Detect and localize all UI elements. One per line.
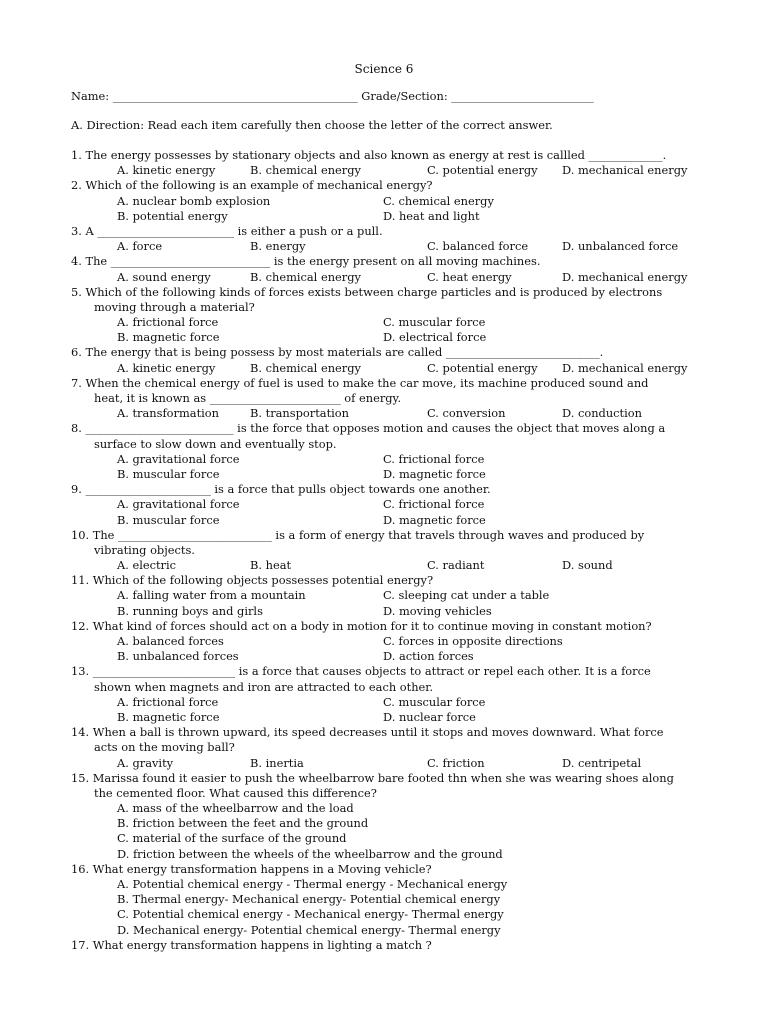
answer-choice: A. nuclear bomb explosion bbox=[117, 193, 271, 208]
question-list bbox=[0, 148, 768, 953]
question-text: 5. Which of the following kinds of forces exists between charge particles and is produced by electrons bbox=[71, 284, 663, 299]
question-item bbox=[0, 345, 768, 375]
question-text: 4. The ____________________________ is the energy present on all moving machines. bbox=[71, 254, 541, 269]
choice-row bbox=[0, 923, 768, 938]
choice-row bbox=[0, 877, 768, 892]
question-item bbox=[0, 376, 768, 422]
question-item bbox=[0, 725, 768, 771]
direction-text: A. Direction: Read each item carefully then choose the letter of the correct answer. bbox=[71, 118, 553, 132]
question-text: 12. What kind of forces should act on a body in motion for it to continue moving in constant motion? bbox=[71, 618, 652, 633]
question-item bbox=[0, 224, 768, 254]
answer-choice: A. force bbox=[117, 239, 163, 254]
answer-choice: B. transportation bbox=[250, 406, 349, 421]
answer-choice: B. Thermal energy- Mechanical energy- Potential chemical energy bbox=[117, 892, 501, 907]
answer-choice: D. action forces bbox=[383, 649, 474, 664]
choice-row bbox=[0, 361, 768, 376]
answer-choice: A. falling water from a mountain bbox=[117, 588, 306, 603]
answer-choice: B. magnetic force bbox=[117, 709, 220, 724]
choice-row bbox=[0, 756, 768, 771]
question-text: 3. A ________________________ is either a push or a pull. bbox=[71, 223, 383, 238]
answer-choice: B. friction between the feet and the ground bbox=[117, 816, 369, 831]
answer-choice: C. sleeping cat under a table bbox=[383, 588, 550, 603]
choice-row bbox=[0, 604, 768, 619]
answer-choice: A. gravitational force bbox=[117, 451, 240, 466]
choice-row bbox=[0, 315, 768, 330]
answer-choice: B. chemical energy bbox=[250, 163, 361, 178]
answer-choice: B. chemical energy bbox=[250, 360, 361, 375]
answer-choice: D. magnetic force bbox=[383, 512, 486, 527]
answer-choice: B. muscular force bbox=[117, 512, 220, 527]
question-text-continued: vibrating objects. bbox=[94, 542, 195, 557]
answer-choice: D. sound bbox=[562, 558, 613, 573]
choice-row bbox=[0, 558, 768, 573]
question-text: 16. What energy transformation happens in a Moving vehicle? bbox=[71, 861, 432, 876]
question-item bbox=[0, 482, 768, 528]
choice-row bbox=[0, 209, 768, 224]
choice-row bbox=[0, 588, 768, 603]
answer-choice: A. mass of the wheelbarrow and the load bbox=[117, 801, 354, 816]
answer-choice: D. mechanical energy bbox=[562, 360, 688, 375]
page-title: Science 6 bbox=[354, 62, 414, 76]
answer-choice: C. forces in opposite directions bbox=[383, 634, 563, 648]
answer-choice: C. material of the surface of the ground bbox=[117, 831, 347, 846]
question-text: 9. ______________________ is a force that pulls object towards one another. bbox=[71, 482, 491, 497]
answer-choice: D. mechanical energy bbox=[562, 269, 688, 284]
question-text: 17. What energy transformation happens in lighting a match ? bbox=[71, 937, 432, 952]
choice-row bbox=[0, 634, 768, 649]
answer-choice: A. gravitational force bbox=[117, 497, 240, 512]
question-item bbox=[0, 619, 768, 665]
answer-choice: A. frictional force bbox=[117, 315, 219, 330]
choice-row bbox=[0, 497, 768, 512]
question-item bbox=[0, 938, 768, 953]
answer-choice: B. muscular force bbox=[117, 466, 220, 481]
answer-choice: A. sound energy bbox=[117, 269, 211, 284]
answer-choice: C. potential energy bbox=[427, 360, 538, 375]
choice-row bbox=[0, 801, 768, 816]
answer-choice: D. magnetic force bbox=[383, 466, 486, 481]
answer-choice: B. heat bbox=[250, 558, 292, 573]
choice-row bbox=[0, 513, 768, 528]
choice-row bbox=[0, 239, 768, 254]
question-text: 2. Which of the following is an example of mechanical energy? bbox=[71, 178, 433, 193]
choice-row bbox=[0, 816, 768, 831]
question-text: 11. Which of the following objects possesses potential energy? bbox=[71, 573, 434, 588]
answer-choice: A. Potential chemical energy - Thermal energy - Mechanical energy bbox=[117, 877, 508, 891]
question-text: 6. The energy that is being possess by most materials are called ___________________________. bbox=[71, 345, 604, 360]
answer-choice: C. heat energy bbox=[427, 269, 512, 284]
choice-row bbox=[0, 847, 768, 862]
choice-row bbox=[0, 330, 768, 345]
answer-choice: A. kinetic energy bbox=[117, 360, 216, 375]
choice-row bbox=[0, 452, 768, 467]
choice-row bbox=[0, 695, 768, 710]
question-text: 7. When the chemical energy of fuel is used to make the car move, its machine produced sound and bbox=[71, 375, 649, 390]
choice-row bbox=[0, 892, 768, 907]
answer-choice: A. kinetic energy bbox=[117, 163, 216, 178]
question-item bbox=[0, 528, 768, 574]
question-text-continued: acts on the moving ball? bbox=[94, 740, 235, 755]
question-item bbox=[0, 862, 768, 938]
answer-choice: B. running boys and girls bbox=[117, 603, 263, 618]
answer-choice: C. Potential chemical energy - Mechanical energy- Thermal energy bbox=[117, 907, 504, 922]
answer-choice: A. transformation bbox=[117, 406, 219, 421]
answer-choice: D. centripetal bbox=[562, 755, 642, 770]
question-text-continued: the cemented floor. What caused this difference? bbox=[94, 785, 377, 800]
choice-row bbox=[0, 907, 768, 922]
answer-choice: B. magnetic force bbox=[117, 330, 220, 345]
question-text-continued: heat, it is known as _______________________ of energy. bbox=[94, 391, 402, 405]
choice-row bbox=[0, 710, 768, 725]
answer-choice: C. muscular force bbox=[383, 694, 486, 709]
choice-row bbox=[0, 270, 768, 285]
answer-choice: C. frictional force bbox=[383, 451, 485, 466]
question-text-continued: moving through a material? bbox=[94, 299, 255, 314]
answer-choice: D. electrical force bbox=[383, 330, 487, 345]
answer-choice: D. unbalanced force bbox=[562, 239, 679, 254]
answer-choice: A. gravity bbox=[117, 755, 174, 770]
question-item bbox=[0, 573, 768, 619]
answer-choice: B. potential energy bbox=[117, 208, 228, 223]
question-item bbox=[0, 148, 768, 178]
answer-choice: A. frictional force bbox=[117, 694, 219, 709]
answer-choice: D. friction between the wheels of the wheelbarrow and the ground bbox=[117, 846, 503, 861]
answer-choice: C. frictional force bbox=[383, 497, 485, 512]
answer-choice: B. inertia bbox=[250, 755, 304, 770]
question-text: 14. When a ball is thrown upward, its speed decreases until it stops and moves downward. What force bbox=[71, 725, 664, 740]
question-text-continued: shown when magnets and iron are attracted to each other. bbox=[94, 679, 434, 694]
answer-choice: D. mechanical energy bbox=[562, 163, 688, 178]
answer-choice: A. electric bbox=[117, 558, 177, 573]
answer-choice: C. friction bbox=[427, 755, 485, 770]
question-text: 10. The ___________________________ is a form of energy that travels through waves and produced by bbox=[71, 527, 645, 542]
answer-choice: C. conversion bbox=[427, 406, 506, 421]
answer-choice: C. chemical energy bbox=[383, 193, 494, 208]
question-item bbox=[0, 285, 768, 346]
question-text: 13. _________________________ is a force that causes objects to attract or repel each other. It is a force bbox=[71, 664, 651, 679]
answer-choice: D. conduction bbox=[562, 406, 642, 421]
question-item bbox=[0, 178, 768, 224]
answer-choice: D. moving vehicles bbox=[383, 603, 492, 618]
question-item bbox=[0, 664, 768, 725]
question-text-continued: surface to slow down and eventually stop. bbox=[94, 436, 337, 451]
answer-choice: D. nuclear force bbox=[383, 709, 476, 724]
answer-choice: D. heat and light bbox=[383, 208, 480, 223]
choice-row bbox=[0, 467, 768, 482]
answer-choice: C. muscular force bbox=[383, 315, 486, 330]
choice-row bbox=[0, 406, 768, 421]
answer-choice: C. radiant bbox=[427, 558, 485, 573]
answer-choice: A. balanced forces bbox=[117, 634, 224, 648]
choice-row bbox=[0, 163, 768, 178]
question-item bbox=[0, 771, 768, 862]
answer-choice: B. unbalanced forces bbox=[117, 649, 239, 664]
question-text: 15. Marissa found it easier to push the wheelbarrow bare footed thn when she was wearing shoes along bbox=[71, 770, 674, 785]
answer-choice: B. energy bbox=[250, 239, 306, 254]
answer-choice: B. chemical energy bbox=[250, 269, 361, 284]
answer-choice: D. Mechanical energy- Potential chemical energy- Thermal energy bbox=[117, 922, 501, 937]
question-item bbox=[0, 254, 768, 284]
name-grade-line: Name: ___________________________________________ Grade/Section: _________________________ bbox=[71, 89, 594, 103]
question-text: 8. __________________________ is the force that opposes motion and causes the object that moves along a bbox=[71, 421, 666, 436]
choice-row bbox=[0, 194, 768, 209]
answer-choice: C. potential energy bbox=[427, 163, 538, 178]
answer-choice: C. balanced force bbox=[427, 239, 529, 254]
question-item bbox=[0, 421, 768, 482]
question-text: 1. The energy possesses by stationary objects and also known as energy at rest is callled _____________. bbox=[71, 148, 667, 162]
choice-row bbox=[0, 649, 768, 664]
choice-row bbox=[0, 831, 768, 846]
